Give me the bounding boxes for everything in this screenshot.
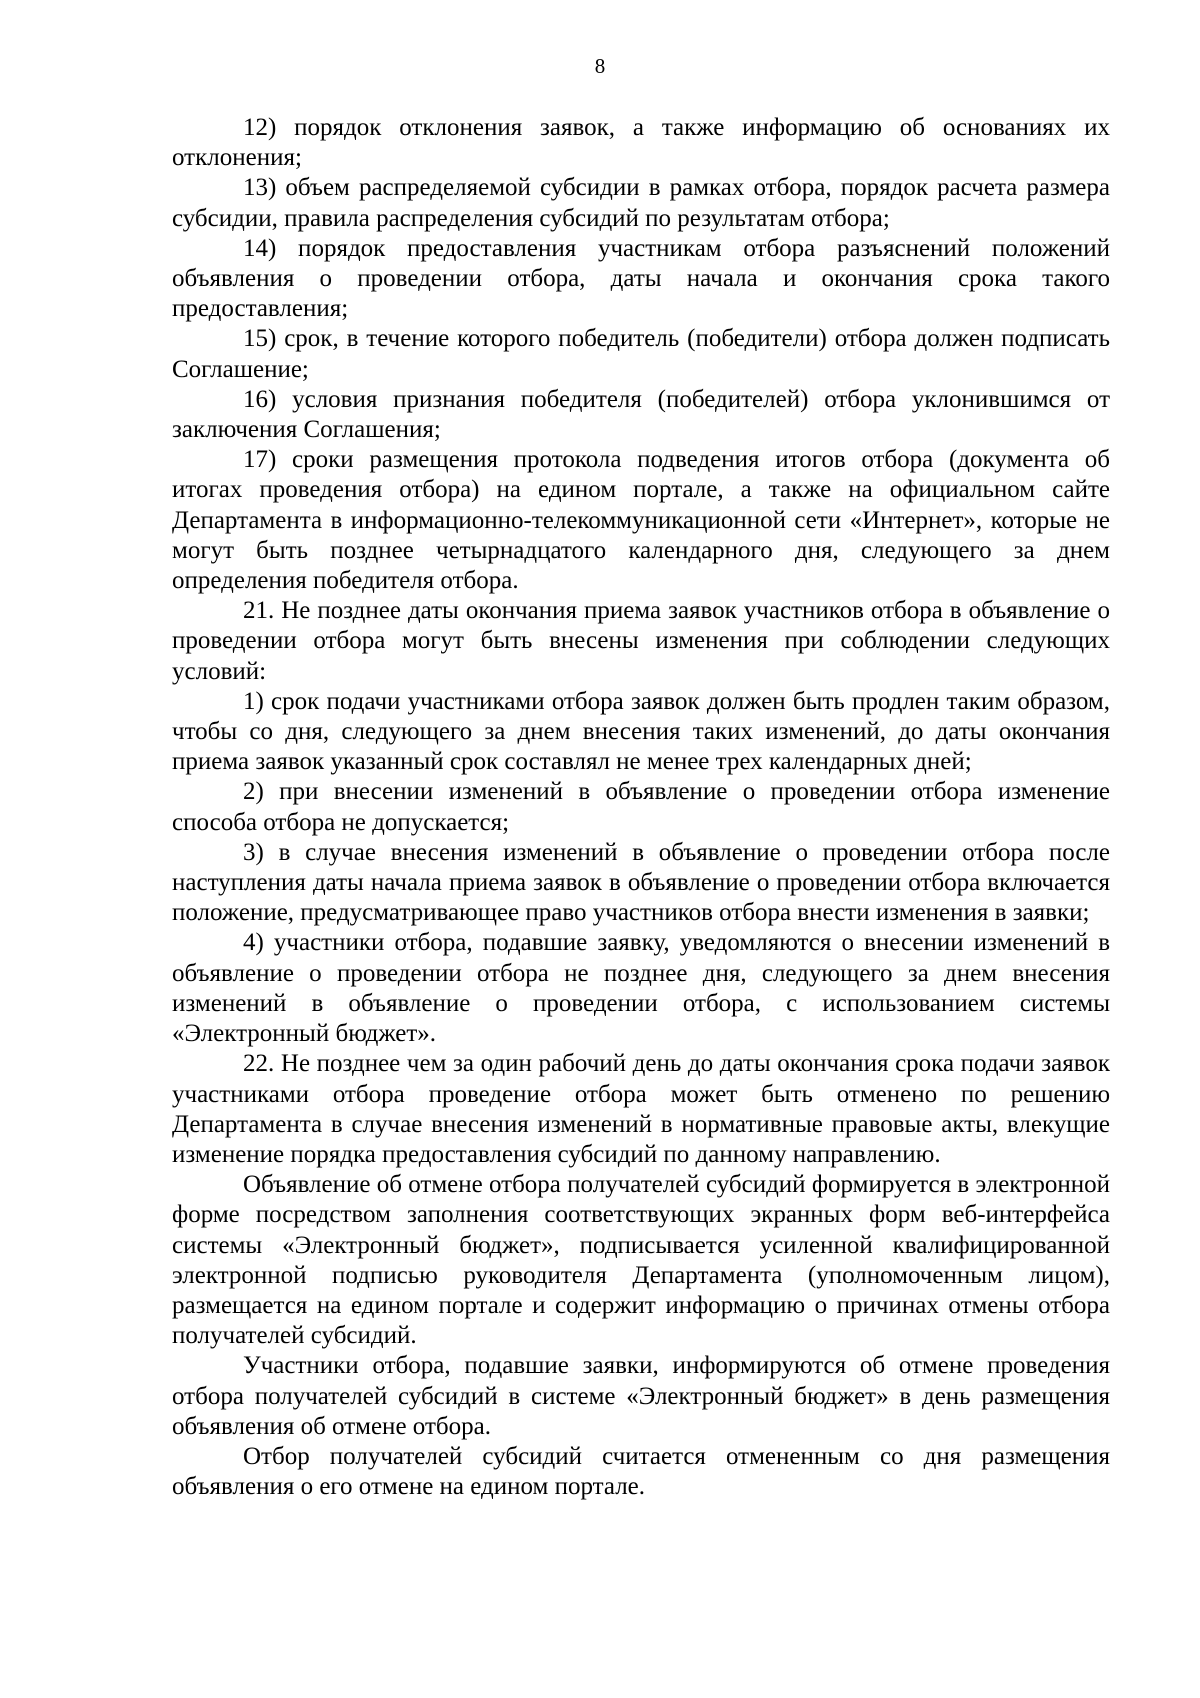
page-number: 8 bbox=[594, 54, 606, 78]
paragraph-cancellation-notice: Объявление об отмене отбора получателей субсидий формируется в электронной форме посредством заполнения соответствующих экранных форм веб-интерфейса системы «Электронный бюджет», подписывается усиленной квалифицированной электронной подписью руководителя Департамента (уполномоченным лицом), размещается на едином портале и содержит информацию о причинах отмены отбора получателей субсидий. bbox=[172, 1171, 1110, 1350]
paragraph-clause-22: 22. Не позднее чем за один рабочий день до даты окончания срока подачи заявок участниками отбора проведение отбора может быть отменено по решению Департамента в случае внесения изменений в нормативные правовые акты, влекущие изменение порядка предоставления субсидий по данному направлению. bbox=[172, 1050, 1110, 1168]
paragraph-participants-informed: Участники отбора, подавшие заявки, информируются об отмене проведения отбора получателей субсидий в системе «Электронный бюджет» в день размещения объявления об отмене отбора. bbox=[172, 1352, 1110, 1440]
paragraph-cancellation-effective: Отбор получателей субсидий считается отмененным со дня размещения объявления о его отмене на едином портале. bbox=[172, 1442, 1110, 1501]
paragraph-item-13: 13) объем распределяемой субсидии в рамках отбора, порядок расчета размера субсидии, правила распределения субсидий по результатам отбора; bbox=[172, 174, 1110, 232]
paragraph-condition-2: 2) при внесении изменений в объявление о проведении отбора изменение способа отбора не допускается; bbox=[172, 778, 1110, 836]
paragraph-item-14: 14) порядок предоставления участникам отбора разъяснений положений объявления о проведении отбора, даты начала и окончания срока такого предоставления; bbox=[172, 234, 1110, 323]
paragraph-condition-3: 3) в случае внесения изменений в объявление о проведении отбора после наступления даты начала приема заявок в объявление о проведении отбора включается положение, предусматривающее право участников отбора внести изменения в заявки; bbox=[172, 838, 1110, 927]
paragraph-condition-1: 1) срок подачи участниками отбора заявок должен быть продлен таким образом, чтобы со дня, следующего за днем внесения таких изменений, до даты окончания приема заявок указанный срок составлял не менее трех календарных дней; bbox=[172, 687, 1110, 776]
paragraph-item-15: 15) срок, в течение которого победитель (победители) отбора должен подписать Соглашение; bbox=[172, 325, 1110, 383]
paragraph-item-17: 17) сроки размещения протокола подведения итогов отбора (документа об итогах проведения отбора) на едином портале, а также на официальном сайте Департамента в информационно-телекоммуникационной сети «Интернет», которые не могут быть позднее четырнадцатого календарного дня, следующего за днем определения победителя отбора. bbox=[172, 446, 1110, 595]
paragraph-item-12: 12) порядок отклонения заявок, а также информацию об основаниях их отклонения; bbox=[172, 114, 1110, 172]
paragraph-condition-4: 4) участники отбора, подавшие заявку, уведомляются о внесении изменений в объявление о проведении отбора не позднее дня, следующего за днем внесения изменений в объявление о проведении отбора, с использованием системы «Электронный бюджет». bbox=[172, 929, 1110, 1048]
document-body bbox=[172, 113, 1110, 1502]
paragraph-item-16: 16) условия признания победителя (победителей) отбора уклонившимся от заключения Соглашения; bbox=[172, 385, 1110, 444]
paragraph-clause-21: 21. Не позднее даты окончания приема заявок участников отбора в объявление о проведении отбора могут быть внесены изменения при соблюдении следующих условий: bbox=[172, 597, 1110, 685]
